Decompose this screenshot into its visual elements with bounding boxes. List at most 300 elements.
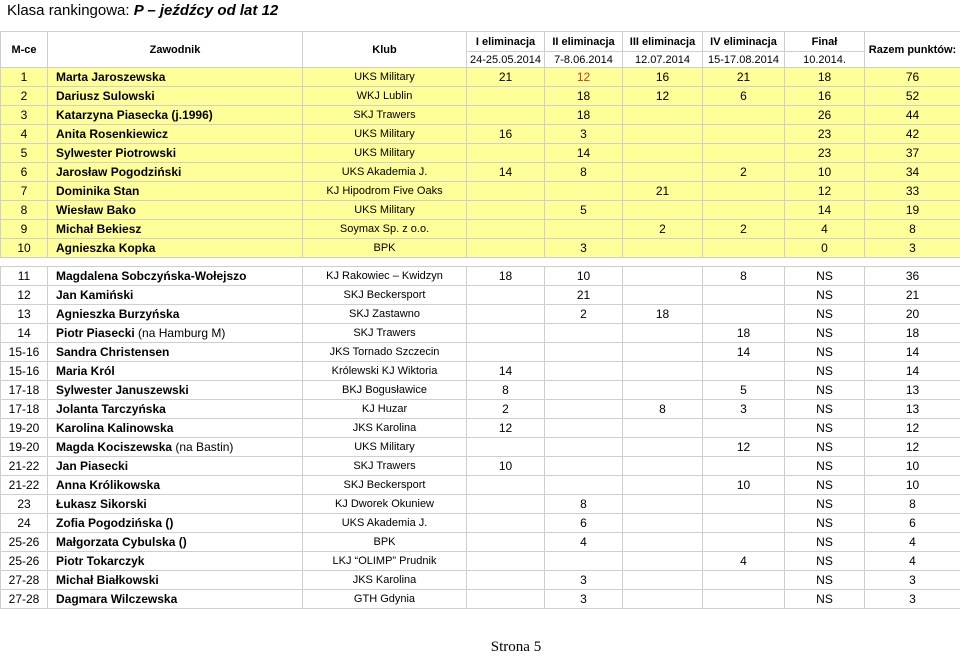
rider-name: Dariusz Sulowski [56, 89, 155, 103]
total-points-cell: 76 [865, 68, 960, 87]
round-2-score-cell: 3 [545, 571, 623, 590]
round-1-score-cell: 8 [467, 381, 545, 400]
rider-name: Wiesław Bako [56, 203, 136, 217]
total-points-cell: 33 [865, 182, 960, 201]
position-cell: 19-20 [1, 438, 48, 457]
total-points-cell: 3 [865, 571, 960, 590]
round-1-score-cell [467, 286, 545, 305]
rider-name-cell [48, 239, 303, 258]
club-cell: WKJ Lublin [303, 87, 467, 106]
round-3-score-cell [623, 571, 703, 590]
rider-name: Michał Białkowski [56, 573, 159, 587]
position-cell: 13 [1, 305, 48, 324]
rider-name-cell [48, 590, 303, 609]
round-2-score-cell: 10 [545, 267, 623, 286]
header-rider: Zawodnik [48, 32, 303, 68]
round-1-score-cell: 16 [467, 125, 545, 144]
total-points-cell: 10 [865, 457, 960, 476]
round-4-score-cell [703, 533, 785, 552]
separator-cell [48, 258, 303, 267]
rider-name: Dominika Stan [56, 184, 140, 198]
round-3-score-cell [623, 552, 703, 571]
rider-note: (na Hamburg M) [134, 326, 226, 340]
club-cell: UKS Akademia J. [303, 163, 467, 182]
header-date-1: 24-25.05.2014 [467, 52, 545, 68]
club-cell: LKJ “OLIMP” Prudnik [303, 552, 467, 571]
round-2-score-cell [545, 419, 623, 438]
total-points-cell: 4 [865, 552, 960, 571]
position-cell: 2 [1, 87, 48, 106]
final-score-cell: NS [785, 514, 865, 533]
final-score-cell: 10 [785, 163, 865, 182]
club-cell: UKS Military [303, 438, 467, 457]
header-total: Razem punktów: [865, 32, 960, 68]
final-score-cell: NS [785, 419, 865, 438]
rider-name: Sylwester Januszewski [56, 383, 189, 397]
round-2-score-cell: 14 [545, 144, 623, 163]
final-score-cell: NS [785, 324, 865, 343]
table-row [1, 438, 960, 457]
rider-name-cell [48, 305, 303, 324]
final-score-cell: NS [785, 476, 865, 495]
rider-name: Michał Bekiesz [56, 222, 142, 236]
position-cell: 25-26 [1, 533, 48, 552]
total-points-cell: 52 [865, 87, 960, 106]
header-round-1: I eliminacja [467, 32, 545, 52]
club-cell: JKS Tornado Szczecin [303, 343, 467, 362]
total-points-cell: 12 [865, 419, 960, 438]
club-cell: UKS Military [303, 144, 467, 163]
total-points-cell: 14 [865, 343, 960, 362]
round-1-score-cell [467, 87, 545, 106]
header-final: Finał [785, 32, 865, 52]
rider-name-cell [48, 457, 303, 476]
table-row [1, 362, 960, 381]
position-cell: 6 [1, 163, 48, 182]
rider-name-cell [48, 163, 303, 182]
separator-cell [865, 258, 960, 267]
final-score-cell: NS [785, 438, 865, 457]
final-score-cell: NS [785, 381, 865, 400]
round-4-score-cell: 21 [703, 68, 785, 87]
position-cell: 1 [1, 68, 48, 87]
round-3-score-cell: 16 [623, 68, 703, 87]
total-points-cell: 3 [865, 239, 960, 258]
total-points-cell: 12 [865, 438, 960, 457]
position-cell: 24 [1, 514, 48, 533]
table-row [1, 182, 960, 201]
club-cell: UKS Military [303, 201, 467, 220]
round-3-score-cell [623, 239, 703, 258]
round-4-score-cell: 2 [703, 220, 785, 239]
table-row [1, 201, 960, 220]
rider-name: Anita Rosenkiewicz [56, 127, 169, 141]
round-3-score-cell: 18 [623, 305, 703, 324]
round-2-score-cell: 21 [545, 286, 623, 305]
table-row [1, 125, 960, 144]
rider-name-cell [48, 286, 303, 305]
club-cell: SKJ Trawers [303, 324, 467, 343]
round-4-score-cell: 2 [703, 163, 785, 182]
rider-name-cell [48, 220, 303, 239]
ranking-table [0, 31, 960, 609]
total-points-cell: 13 [865, 400, 960, 419]
rider-name: Marta Jaroszewska [56, 70, 166, 84]
rider-name-cell [48, 106, 303, 125]
round-4-score-cell: 4 [703, 552, 785, 571]
page-title [7, 0, 278, 22]
round-3-score-cell [623, 163, 703, 182]
round-1-score-cell [467, 182, 545, 201]
rider-name-cell [48, 343, 303, 362]
final-score-cell: NS [785, 305, 865, 324]
final-score-cell: 14 [785, 201, 865, 220]
round-2-score-cell [545, 182, 623, 201]
total-points-cell: 18 [865, 324, 960, 343]
total-points-cell: 21 [865, 286, 960, 305]
rider-name-cell [48, 419, 303, 438]
round-1-score-cell [467, 201, 545, 220]
total-points-cell: 6 [865, 514, 960, 533]
round-1-score-cell [467, 305, 545, 324]
separator-cell [545, 258, 623, 267]
header-round-4: IV eliminacja [703, 32, 785, 52]
round-3-score-cell [623, 362, 703, 381]
round-1-score-cell [467, 324, 545, 343]
total-points-cell: 14 [865, 362, 960, 381]
title-prefix: Klasa rankingowa: [7, 2, 134, 19]
total-points-cell: 4 [865, 533, 960, 552]
round-3-score-cell: 12 [623, 87, 703, 106]
round-2-score-cell [545, 476, 623, 495]
position-cell: 9 [1, 220, 48, 239]
table-row [1, 571, 960, 590]
round-1-score-cell: 21 [467, 68, 545, 87]
final-score-cell: NS [785, 267, 865, 286]
club-cell: SKJ Zastawno [303, 305, 467, 324]
total-points-cell: 20 [865, 305, 960, 324]
final-score-cell: NS [785, 400, 865, 419]
round-3-score-cell [623, 438, 703, 457]
round-4-score-cell: 3 [703, 400, 785, 419]
position-cell: 15-16 [1, 343, 48, 362]
separator-cell [623, 258, 703, 267]
rider-name: Karolina Kalinowska [56, 421, 174, 435]
round-2-score-cell: 6 [545, 514, 623, 533]
rider-name-cell [48, 87, 303, 106]
round-1-score-cell [467, 495, 545, 514]
round-4-score-cell [703, 125, 785, 144]
rider-name: Jan Kamiński [56, 288, 134, 302]
position-cell: 23 [1, 495, 48, 514]
round-3-score-cell [623, 343, 703, 362]
position-cell: 8 [1, 201, 48, 220]
round-3-score-cell [623, 125, 703, 144]
separator-cell [785, 258, 865, 267]
round-3-score-cell [623, 419, 703, 438]
round-3-score-cell [623, 476, 703, 495]
final-score-cell: NS [785, 343, 865, 362]
table-row [1, 305, 960, 324]
header-club: Klub [303, 32, 467, 68]
round-4-score-cell [703, 514, 785, 533]
round-1-score-cell: 10 [467, 457, 545, 476]
rider-name-cell [48, 125, 303, 144]
final-score-cell: 23 [785, 144, 865, 163]
round-2-score-cell [545, 552, 623, 571]
round-1-score-cell [467, 438, 545, 457]
table-row [1, 419, 960, 438]
position-cell: 27-28 [1, 571, 48, 590]
position-cell: 17-18 [1, 400, 48, 419]
rider-name-cell [48, 438, 303, 457]
total-points-cell: 10 [865, 476, 960, 495]
total-points-cell: 13 [865, 381, 960, 400]
table-row [1, 495, 960, 514]
round-2-score-cell: 8 [545, 163, 623, 182]
round-2-score-cell: 4 [545, 533, 623, 552]
position-cell: 19-20 [1, 419, 48, 438]
round-3-score-cell [623, 106, 703, 125]
round-1-score-cell: 12 [467, 419, 545, 438]
round-2-score-cell [545, 381, 623, 400]
round-2-score-cell: 18 [545, 106, 623, 125]
round-1-score-cell [467, 476, 545, 495]
round-4-score-cell [703, 419, 785, 438]
table-row [1, 381, 960, 400]
table-row [1, 476, 960, 495]
table-row [1, 552, 960, 571]
position-cell: 10 [1, 239, 48, 258]
round-1-score-cell [467, 343, 545, 362]
round-4-score-cell [703, 201, 785, 220]
round-2-score-cell: 3 [545, 590, 623, 609]
table-row [1, 590, 960, 609]
rider-name-cell [48, 201, 303, 220]
total-points-cell: 8 [865, 495, 960, 514]
rider-name-cell [48, 495, 303, 514]
round-2-score-cell: 3 [545, 239, 623, 258]
round-4-score-cell [703, 239, 785, 258]
final-score-cell: 4 [785, 220, 865, 239]
club-cell: BPK [303, 239, 467, 258]
rider-name: Piotr Piasecki [56, 326, 135, 340]
total-points-cell: 8 [865, 220, 960, 239]
round-3-score-cell [623, 201, 703, 220]
position-cell: 3 [1, 106, 48, 125]
ranking-body [1, 68, 960, 609]
round-2-score-cell: 18 [545, 87, 623, 106]
header-date-4: 15-17.08.2014 [703, 52, 785, 68]
final-score-cell: NS [785, 495, 865, 514]
round-4-score-cell [703, 457, 785, 476]
final-score-cell: NS [785, 362, 865, 381]
round-4-score-cell [703, 182, 785, 201]
round-2-score-cell: 2 [545, 305, 623, 324]
round-3-score-cell [623, 495, 703, 514]
separator-cell [467, 258, 545, 267]
club-cell: GTH Gdynia [303, 590, 467, 609]
position-cell: 25-26 [1, 552, 48, 571]
round-1-score-cell [467, 514, 545, 533]
position-cell: 14 [1, 324, 48, 343]
round-3-score-cell [623, 381, 703, 400]
round-4-score-cell [703, 362, 785, 381]
round-3-score-cell: 2 [623, 220, 703, 239]
round-2-score-cell [545, 438, 623, 457]
final-score-cell: 18 [785, 68, 865, 87]
round-2-score-cell [545, 400, 623, 419]
rider-name-cell [48, 400, 303, 419]
header-position: M-ce [1, 32, 48, 68]
round-3-score-cell [623, 590, 703, 609]
round-2-score-cell: 3 [545, 125, 623, 144]
separator-cell [1, 258, 48, 267]
position-cell: 21-22 [1, 457, 48, 476]
round-4-score-cell [703, 286, 785, 305]
round-3-score-cell [623, 533, 703, 552]
round-1-score-cell: 18 [467, 267, 545, 286]
final-score-cell: NS [785, 533, 865, 552]
position-cell: 17-18 [1, 381, 48, 400]
round-3-score-cell [623, 267, 703, 286]
round-1-score-cell [467, 220, 545, 239]
club-cell: Soymax Sp. z o.o. [303, 220, 467, 239]
club-cell: SKJ Trawers [303, 106, 467, 125]
rider-name-cell [48, 68, 303, 87]
rider-name: Małgorzata Cybulska () [56, 535, 187, 549]
table-row [1, 533, 960, 552]
round-3-score-cell [623, 514, 703, 533]
club-cell: KJ Hipodrom Five Oaks [303, 182, 467, 201]
round-4-score-cell: 5 [703, 381, 785, 400]
final-score-cell: 12 [785, 182, 865, 201]
round-3-score-cell [623, 144, 703, 163]
club-cell: SKJ Trawers [303, 457, 467, 476]
final-score-cell: NS [785, 590, 865, 609]
position-cell: 4 [1, 125, 48, 144]
round-4-score-cell: 6 [703, 87, 785, 106]
club-cell: SKJ Beckersport [303, 476, 467, 495]
round-2-score-cell [545, 220, 623, 239]
rider-name: Maria Król [56, 364, 115, 378]
table-row [1, 324, 960, 343]
header-date-2: 7-8.06.2014 [545, 52, 623, 68]
rider-name-cell [48, 571, 303, 590]
rider-name: Katarzyna Piasecka (j.1996) [56, 108, 213, 122]
round-1-score-cell: 14 [467, 163, 545, 182]
round-4-score-cell: 18 [703, 324, 785, 343]
rider-name: Magda Kociszewska [56, 440, 173, 454]
round-3-score-cell [623, 324, 703, 343]
final-score-cell: 16 [785, 87, 865, 106]
rider-name: Magdalena Sobczyńska-Wołejszo [56, 269, 247, 283]
round-3-score-cell: 21 [623, 182, 703, 201]
round-4-score-cell: 14 [703, 343, 785, 362]
title-category: P – jeźdźcy od lat 12 [133, 2, 279, 19]
position-cell: 5 [1, 144, 48, 163]
final-score-cell: NS [785, 571, 865, 590]
header-date-3: 12.07.2014 [623, 52, 703, 68]
club-cell: Królewski KJ Wiktoria [303, 362, 467, 381]
rider-name: Sandra Christensen [56, 345, 170, 359]
table-row [1, 267, 960, 286]
total-points-cell: 37 [865, 144, 960, 163]
round-1-score-cell [467, 239, 545, 258]
rider-name: Piotr Tokarczyk [56, 554, 145, 568]
round-4-score-cell [703, 106, 785, 125]
header-round-3: III eliminacja [623, 32, 703, 52]
total-points-cell: 42 [865, 125, 960, 144]
round-4-score-cell [703, 571, 785, 590]
club-cell: JKS Karolina [303, 571, 467, 590]
header-round-2: II eliminacja [545, 32, 623, 52]
rider-name: Dagmara Wilczewska [56, 592, 178, 606]
table-row [1, 106, 960, 125]
position-cell: 7 [1, 182, 48, 201]
total-points-cell: 3 [865, 590, 960, 609]
round-1-score-cell [467, 144, 545, 163]
table-row [1, 87, 960, 106]
rider-name-cell [48, 514, 303, 533]
position-cell: 15-16 [1, 362, 48, 381]
table-row [1, 239, 960, 258]
separator-row [1, 258, 960, 267]
round-2-score-cell [545, 324, 623, 343]
rider-name: Jolanta Tarczyńska [56, 402, 166, 416]
rider-name: Agnieszka Burzyńska [56, 307, 180, 321]
club-cell: BKJ Bogusławice [303, 381, 467, 400]
rider-name: Jarosław Pogodziński [56, 165, 182, 179]
position-cell: 12 [1, 286, 48, 305]
round-1-score-cell: 14 [467, 362, 545, 381]
table-row [1, 286, 960, 305]
rider-name: Jan Piasecki [56, 459, 129, 473]
round-4-score-cell [703, 305, 785, 324]
rider-note: (na Bastin) [172, 440, 234, 454]
club-cell: KJ Dworek Okuniew [303, 495, 467, 514]
rider-name-cell [48, 552, 303, 571]
rider-name-cell [48, 144, 303, 163]
club-cell: UKS Military [303, 68, 467, 87]
final-score-cell: NS [785, 552, 865, 571]
round-4-score-cell: 12 [703, 438, 785, 457]
round-1-score-cell [467, 571, 545, 590]
round-2-score-cell [545, 362, 623, 381]
table-row [1, 163, 960, 182]
total-points-cell: 34 [865, 163, 960, 182]
position-cell: 27-28 [1, 590, 48, 609]
rider-name-cell [48, 362, 303, 381]
header-date-final: 10.2014. [785, 52, 865, 68]
total-points-cell: 19 [865, 201, 960, 220]
round-1-score-cell [467, 533, 545, 552]
round-3-score-cell: 8 [623, 400, 703, 419]
final-score-cell: 26 [785, 106, 865, 125]
round-2-score-cell [545, 343, 623, 362]
separator-cell [303, 258, 467, 267]
table-row [1, 343, 960, 362]
round-2-score-cell [545, 457, 623, 476]
round-4-score-cell [703, 144, 785, 163]
rider-name: Zofia Pogodzińska () [56, 516, 174, 530]
round-4-score-cell: 10 [703, 476, 785, 495]
round-1-score-cell [467, 590, 545, 609]
round-4-score-cell [703, 590, 785, 609]
rider-name-cell [48, 476, 303, 495]
club-cell: KJ Rakowiec – Kwidzyn [303, 267, 467, 286]
table-row [1, 68, 960, 87]
